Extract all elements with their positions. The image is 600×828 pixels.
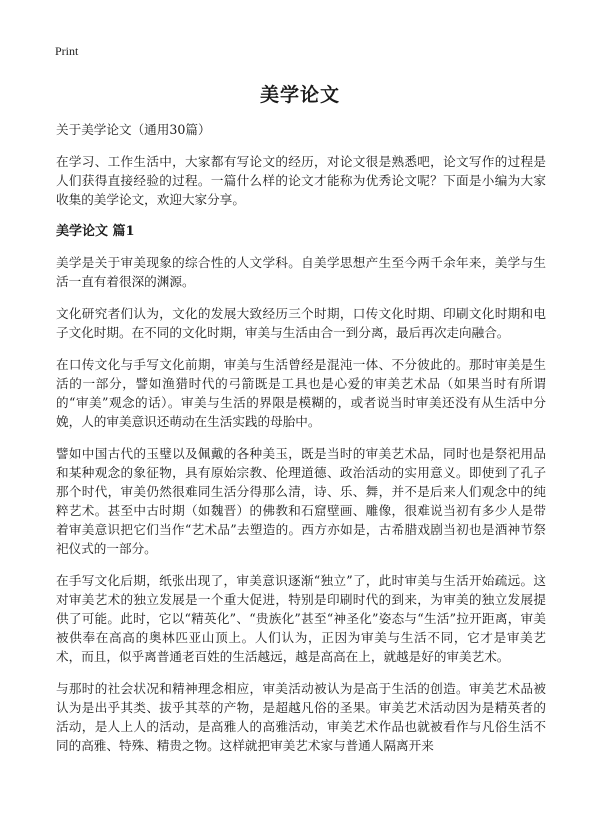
document-body bbox=[56, 120, 546, 768]
section-heading: 美学论文 篇1 bbox=[56, 224, 135, 239]
body-paragraph: 美学是关于审美现象的综合性的人文学科。自美学思想产生至今两千余年来，美学与生活一直有着很深的渊源。 bbox=[56, 255, 546, 289]
document-title: 美学论文 bbox=[259, 84, 340, 106]
body-paragraph: 文化研究者们认为，文化的发展大致经历三个时期，口传文化时期、印刷文化时期和电子文化时期。在不同的文化时期，审美与生活由合一到分离，最后再次走向融合。 bbox=[56, 306, 546, 340]
intro-paragraph: 在学习、工作生活中，大家都有写论文的经历，对论文很是熟悉吧，论文写作的过程是人们获得直接经验的过程。一篇什么样的论文才能称为优秀论文呢？下面是小编为大家收集的美学论文，欢迎大家分享。 bbox=[56, 154, 546, 207]
body-paragraph: 在手写文化后期，纸张出现了，审美意识逐渐“独立”了，此时审美与生活开始疏远。这对审美艺术的独立发展是一个重大促进，特别是印刷时代的到来，为审美的独立发展提供了可能。此时，它以“精英化”、“贵族化”甚至“神圣化”姿态与“生活”拉开距离，审美被供奉在高高的奥林匹亚山顶上。人们认为，正因为审美与生活不同，它才是审美艺术，而且，似乎离普通老百姓的生活越远，越是高高在上，就越是好的审美艺术。 bbox=[56, 573, 546, 664]
body-paragraph: 与那时的社会状况和精神理念相应，审美活动被认为是高于生活的创造。审美艺术品被认为是出乎其类、拔乎其萃的产物，是超越凡俗的圣果。审美艺术活动因为是精英者的活动，是人上人的活动，是高雅人的高雅活动，审美艺术作品也就被看作与凡俗生活不同的高雅、特殊、精贵之物。这样就把审美艺术家与普通人隔离开来 bbox=[56, 681, 546, 753]
print-link[interactable]: Print bbox=[55, 44, 79, 58]
body-paragraph: 在口传文化与手写文化前期，审美与生活曾经是混沌一体、不分彼此的。那时审美是生活的一部分，譬如渔猎时代的弓箭既是工具也是心爱的审美艺术品（如果当时有所谓的“审美”观念的话）。审美与生活的界限是模糊的，或者说当时审美还没有从生活中分娩，人的审美意识还萌动在生活实践的母胎中。 bbox=[56, 357, 546, 429]
document-subtitle: 关于美学论文（通用30篇） bbox=[56, 122, 211, 137]
body-paragraph: 譬如中国古代的玉璧以及佩戴的各种美玉，既是当时的审美艺术品，同时也是祭祀用品和某种观念的象征物，具有原始宗教、伦理道德、政治活动的实用意义。即使到了孔子那个时代，审美仍然很难同生活分得那么清，诗、乐、舞，并不是后来人们观念中的纯粹艺术。甚至中古时期（如魏晋）的佛教和石窟壁画、雕像，很难说当初有多少人是带着审美意识把它们当作“艺术品”去塑造的。西方亦如是，古希腊戏剧当初也是酒神节祭祀仪式的一部分。 bbox=[56, 446, 546, 556]
